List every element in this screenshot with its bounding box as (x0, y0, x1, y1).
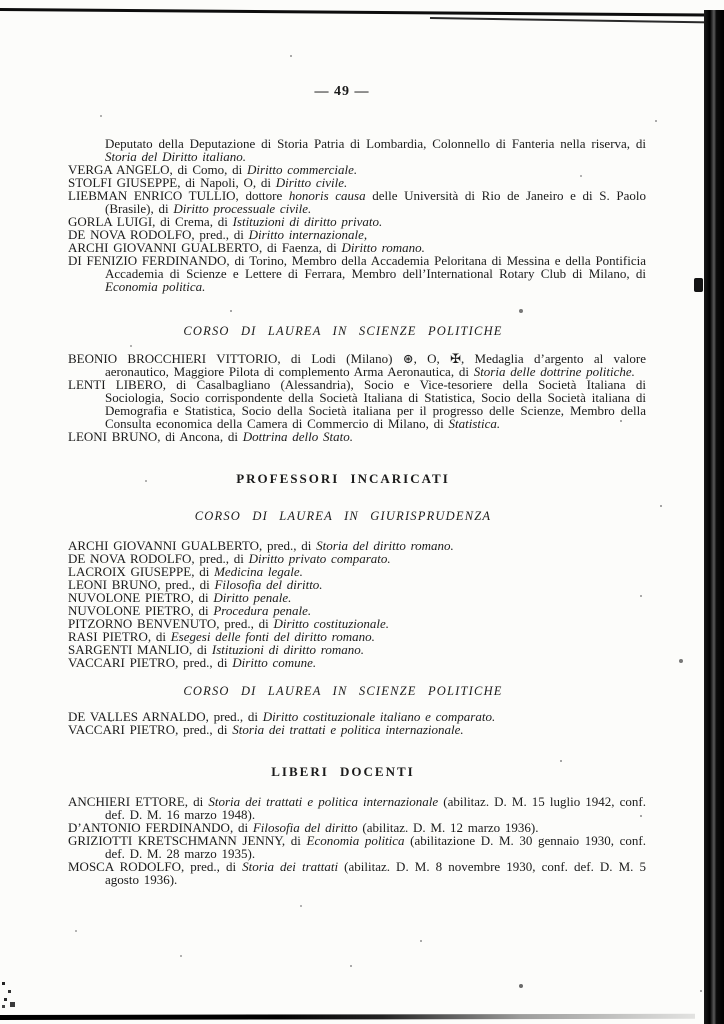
entry-subject-italic: Statistica. (448, 416, 501, 431)
directory-entry (68, 860, 646, 886)
entry-subject-italic: Procedura penale. (213, 603, 312, 618)
entry-text: ARCHI GIOVANNI GUALBERTO, pred., di (68, 538, 317, 553)
entry-text: SARGENTI MANLIO, di (68, 642, 212, 657)
entry-text: VERGA ANGELO, di Como, di (68, 162, 248, 177)
entry-subject-italic: Diritto commerciale. (247, 162, 358, 177)
scan-top-edge-line (0, 8, 724, 17)
entry-text: VACCARI PIETRO, pred., di (68, 722, 233, 737)
entry-subject-italic: Storia del Diritto italiano. (105, 149, 247, 164)
entry-subject-italic: Storia dei trattati e politica internazionale (208, 794, 439, 809)
entry-subject-italic: Storia dei trattati (242, 859, 339, 874)
course-subheading: CORSO DI LAUREA IN SCIENZE POLITICHE (183, 324, 503, 338)
entry-text: DE VALLES ARNALDO, pred., di (68, 709, 263, 724)
directory-entry (68, 378, 646, 430)
entry-text: DI FENIZIO FERDINANDO, di Torino, Membro della Accademia Peloritana di Messina e della Pontificia Accademia di Scienze e Lettere di Ferrara, Membro dell’International Rotary Club di Milano, di (68, 253, 646, 281)
scan-right-edge-mark (694, 278, 703, 292)
entry-subject-italic: Economia politica (306, 833, 405, 848)
directory-entry (68, 834, 646, 860)
entry-subject-italic: Diritto internazionale, (248, 227, 368, 242)
entry-subject-italic: Filosofia del diritto. (214, 577, 323, 592)
faculty-list (68, 795, 646, 886)
faculty-list (68, 710, 646, 736)
entry-text: DE NOVA RODOLFO, pred., di (68, 227, 249, 242)
scan-top-edge-line-secondary (430, 17, 724, 24)
directory-entry (68, 254, 646, 293)
section-heading: PROFESSORI INCARICATI (236, 471, 450, 486)
entry-text: BEONIO BROCCHIERI VITTORIO, di Lodi (Milano) ⊛, O, ✠, Medaglia d’argento al valore aeronautico, Maggiore Pilota di complemento Arma Aeronautica, di (68, 351, 646, 379)
directory-entry (68, 723, 646, 736)
scan-bottom-left-marks (2, 982, 5, 985)
entry-subject-italic: Economia politica. (105, 279, 206, 294)
entry-text: NUVOLONE PIETRO, di (68, 590, 214, 605)
page-number: — 49 — (314, 84, 370, 99)
directory-entry (68, 189, 646, 215)
entry-text: (abilitazione D. M. 30 gennaio 1930, conf. def. D. M. 28 marzo 1935). (105, 833, 647, 861)
entry-text: GRIZIOTTI KRETSCHMANN JENNY, di (68, 833, 307, 848)
entry-text: ANCHIERI ETTORE, di (68, 794, 209, 809)
entry-subject-italic: Esegesi delle fonti del diritto romano. (170, 629, 375, 644)
entry-text: STOLFI GIUSEPPE, di Napoli, O, di (68, 175, 276, 190)
entry-subject-italic: Diritto privato comparato. (248, 551, 391, 566)
entry-subject-italic: Istituzioni di diritto romano. (211, 642, 364, 657)
entry-subject-italic: Diritto penale. (213, 590, 292, 605)
entry-text: ARCHI GIOVANNI GUALBERTO, di Faenza, di (68, 240, 342, 255)
course-subheading: CORSO DI LAUREA IN SCIENZE POLITICHE (183, 684, 503, 698)
entry-text: (abilitaz. D. M. 15 luglio 1942, conf. def. D. M. 16 marzo 1948). (105, 794, 646, 822)
scan-bottom-edge-line (0, 1014, 695, 1020)
entry-text: MOSCA RODOLFO, pred., di (68, 859, 243, 874)
entry-text: NUVOLONE PIETRO, di (68, 603, 214, 618)
entry-subject-italic: Storia del diritto romano. (316, 538, 454, 553)
faculty-list (68, 352, 646, 443)
entry-text: LIEBMAN ENRICO TULLIO, dottore (68, 188, 289, 203)
entry-text: LACROIX GIUSEPPE, di (68, 564, 215, 579)
entry-subject-italic: Storia dei trattati e politica internazionale. (232, 722, 464, 737)
entry-subject-italic: Medicina legale. (214, 564, 303, 579)
entry-text: LENTI LIBERO, di Casalbagliano (Alessandria), Socio e Vice-tesoriere della Società Italiana di Sociologia, Socio corrispondente della Società Italiana di Statistica, Socio della Società italiana di Demografia e Statistica, Socio della Società italiana per il progresso delle Scienze, Membro della Consulta economica della Camera di Commercio di Milano, di (68, 377, 646, 431)
directory-entry (68, 795, 646, 821)
entry-text: RASI PIETRO, di (68, 629, 171, 644)
entry-subject-italic: Diritto costituzionale italiano e comparato. (262, 709, 496, 724)
directory-entry (68, 430, 646, 443)
entry-text: delle Università di Rio de Janeiro e di S. Paolo (Brasile), di (105, 188, 647, 216)
directory-entry (68, 656, 646, 669)
entry-text: (abilitaz. D. M. 12 marzo 1936). (357, 820, 539, 835)
entry-subject-italic: Diritto romano. (341, 240, 425, 255)
entry-text: DE NOVA RODOLFO, pred., di (68, 551, 249, 566)
entry-subject-italic: Diritto comune. (232, 655, 317, 670)
entry-text: VACCARI PIETRO, pred., di (68, 655, 233, 670)
entry-subject-italic: Storia delle dottrine politiche. (473, 364, 635, 379)
entry-subject-italic: honoris causa (288, 188, 366, 203)
text-column (68, 137, 646, 886)
entry-text: PITZORNO BENVENUTO, pred., di (68, 616, 274, 631)
entry-subject-italic: Diritto civile. (275, 175, 348, 190)
entry-subject-italic: Filosofia del diritto (252, 820, 358, 835)
entry-subject-italic: Diritto costituzionale. (273, 616, 390, 631)
course-subheading: CORSO DI LAUREA IN GIURISPRUDENZA (194, 509, 492, 523)
faculty-list (68, 163, 646, 293)
entry-subject-italic: Dottrina dello Stato. (242, 429, 353, 444)
scan-right-edge-band (704, 10, 724, 1024)
entry-text: LEONI BRUNO, di Ancona, di (68, 429, 243, 444)
faculty-list (68, 539, 646, 669)
entry-subject-italic: Istituzioni di diritto privato. (232, 214, 383, 229)
section-heading: LIBERI DOCENTI (271, 764, 415, 779)
entry-subject-italic: Diritto processuale civile. (173, 201, 312, 216)
entry-text: GORLA LUIGI, di Crema, di (68, 214, 233, 229)
scan-noise-specks (290, 55, 292, 57)
entry-text: D’ANTONIO FERDINANDO, di (68, 820, 253, 835)
continuation-paragraph (68, 137, 646, 163)
entry-text: Deputato della Deputazione di Storia Patria di Lombardia, Colonnello di Fanteria nella riserva, di (105, 136, 646, 151)
entry-text: LEONI BRUNO, pred., di (68, 577, 215, 592)
entry-text: (abilitaz. D. M. 8 novembre 1930, conf. def. D. M. 5 agosto 1936). (105, 859, 646, 887)
directory-entry (68, 352, 646, 378)
